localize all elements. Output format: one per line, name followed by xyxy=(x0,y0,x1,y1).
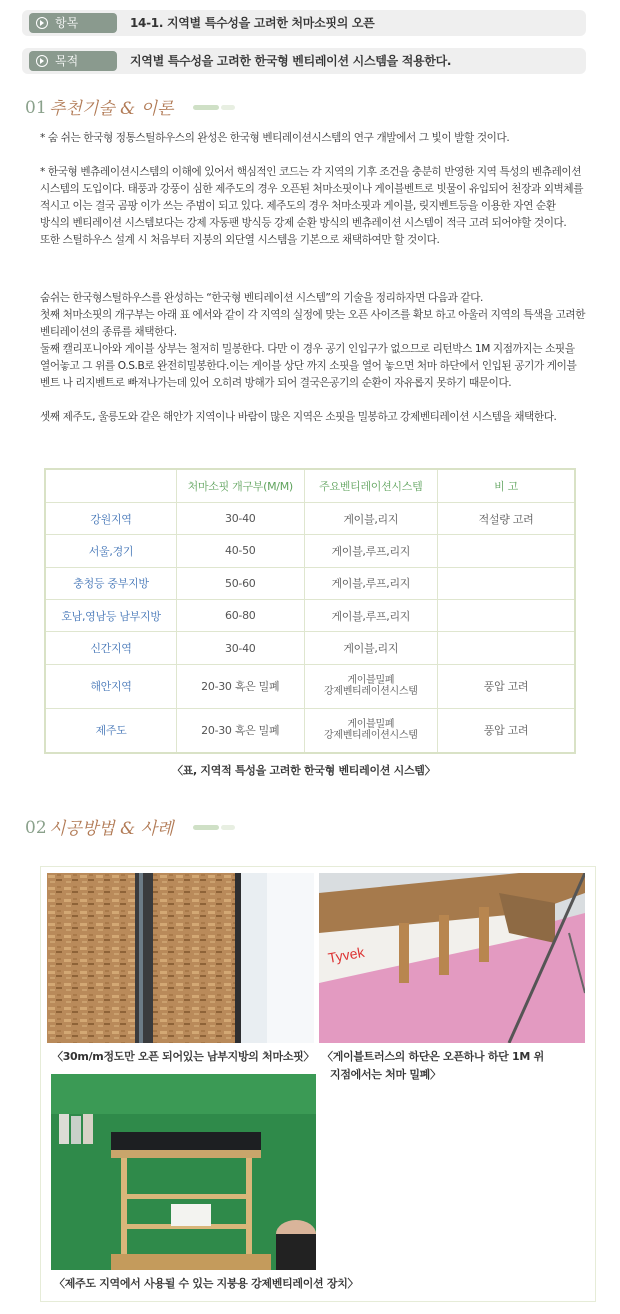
photo-wrap-text: Tyvek xyxy=(326,943,366,966)
play-circle-icon xyxy=(36,55,48,67)
section-deco-bar xyxy=(193,105,219,110)
photo-2-caption-line-2: 지점에서는 처마 밀폐〉 xyxy=(330,1068,441,1081)
section-2-heading xyxy=(25,814,265,840)
table-region-cell: 호남,영남등 남부지방 xyxy=(45,600,176,632)
table-system-cell xyxy=(304,708,437,753)
goal-label: 목적 xyxy=(55,54,79,68)
table-region-cell: 신간지역 xyxy=(45,632,176,664)
table-note-cell: 풍압 고려 xyxy=(438,708,575,753)
paragraph-3d: 셋째 제주도, 울릉도와 같은 해안가 지역이나 바람이 많은 지역은 소핏을 밀봉하고 강제벤티레이션 시스템을 채택한다. xyxy=(40,411,557,423)
photo-soffit-osb xyxy=(47,873,314,1043)
table-system-cell: 게이블,루프,리지 xyxy=(304,535,437,567)
table-size-cell: 20-30 혹은 밀폐 xyxy=(176,708,304,753)
item-label: 항목 xyxy=(55,16,79,30)
table-region-cell: 충청등 중부지방 xyxy=(45,567,176,599)
play-circle-icon xyxy=(36,17,48,29)
table-system-line: 게이블밀폐 xyxy=(347,675,395,687)
table-header-cell: 비 고 xyxy=(438,469,575,502)
table-row xyxy=(45,708,575,753)
table-system-line: 강제벤티레이션시스템 xyxy=(323,686,418,698)
table-note-cell xyxy=(438,567,575,599)
table-size-cell: 30-40 xyxy=(176,632,304,664)
table-header-cell: 주요벤티레이션시스템 xyxy=(304,469,437,502)
table-system-cell: 게이블,루프,리지 xyxy=(304,600,437,632)
table-header-row xyxy=(45,469,575,502)
table-note-cell xyxy=(438,600,575,632)
paragraph-1: * 숨 쉬는 한국형 정통스틸하우스의 완성은 한국형 벤티레이션시스템의 연구 개발에서 그 빛이 발할 것이다. xyxy=(40,132,510,144)
table-system-cell: 게이블,리지 xyxy=(304,632,437,664)
photo-1-caption: 〈30m/m정도만 오픈 되어있는 남부지방의 처마소핏〉 xyxy=(52,1050,315,1063)
photo-gable-truss xyxy=(319,873,585,1043)
table-row xyxy=(45,632,575,664)
table-region-cell: 해안지역 xyxy=(45,664,176,708)
section-2-number: 02 xyxy=(25,818,47,838)
table-size-cell: 20-30 혹은 밀폐 xyxy=(176,664,304,708)
photo-vent-device xyxy=(51,1074,316,1270)
table-row xyxy=(45,502,575,534)
table-size-cell: 40-50 xyxy=(176,535,304,567)
table-note-cell xyxy=(438,632,575,664)
item-text: 14-1. 지역별 특수성을 고려한 처마소핏의 오픈 xyxy=(130,16,375,30)
table-note-cell xyxy=(438,535,575,567)
table-caption: 〈표, 지역적 특성을 고려한 한국형 벤티레이션 시스템〉 xyxy=(172,764,436,777)
table-system-line: 게이블밀폐 xyxy=(347,719,395,731)
section-1-number: 01 xyxy=(25,98,47,118)
section-1-heading xyxy=(25,94,265,120)
section-deco-bar xyxy=(221,825,235,830)
photo-2-caption-line-1: 〈게이블트러스의 하단은 오픈하나 하단 1M 위 xyxy=(322,1050,544,1063)
paragraph-3a: 숨쉬는 한국형스틸하우스를 완성하는 “한국형 벤티레이션 시스템”의 기술을 정리하자면 다음과 같다. xyxy=(40,292,484,304)
photo-3-caption: 〈제주도 지역에서 사용될 수 있는 지붕용 강제벤티레이션 장치〉 xyxy=(54,1277,359,1290)
table-region-cell: 서울,경기 xyxy=(45,535,176,567)
table-system-cell: 게이블,루프,리지 xyxy=(304,567,437,599)
table-note-cell: 적설량 고려 xyxy=(438,502,575,534)
table-size-cell: 30-40 xyxy=(176,502,304,534)
paragraph-3c: 둘째 캘리포니아와 게이블 상부는 철저히 밀봉한다. 다만 이 경우 공기 인입구가 없으므로 리턴박스 1M 지점까지는 소핏을 열어놓고 그 위를 O.S.B로 완전히밀봉한다.이는 게이블 상단 까지 소핏을 열어 놓으면 처마 하단에서 인입된 공기가 게이블 벤트 나 리지벤트로 빠져나가는데 있어 오히려 방해가 되어 결국은공기의 순환이 자유롭지 못하기 때문이다. xyxy=(40,343,577,389)
table-row xyxy=(45,600,575,632)
section-1-title: 추천기술 & 이론 xyxy=(49,99,174,119)
ventilation-table xyxy=(44,468,576,754)
section-deco-bar xyxy=(221,105,235,110)
table-header-cell: 처마소핏 개구부(M/M) xyxy=(176,469,304,502)
table-header-cell xyxy=(45,469,176,502)
table-system-cell xyxy=(304,664,437,708)
section-2-title: 시공방법 & 사례 xyxy=(49,819,174,839)
item-row xyxy=(22,10,586,36)
goal-row xyxy=(22,48,586,74)
goal-badge xyxy=(29,51,117,71)
table-note-cell: 풍압 고려 xyxy=(438,664,575,708)
table-size-cell: 50-60 xyxy=(176,567,304,599)
table-row xyxy=(45,664,575,708)
table-region-cell: 제주도 xyxy=(45,708,176,753)
table-system-line: 강제벤티레이션시스템 xyxy=(323,730,418,742)
table-region-cell: 강원지역 xyxy=(45,502,176,534)
table-system-cell: 게이블,리지 xyxy=(304,502,437,534)
paragraph-3b: 첫째 처마소핏의 개구부는 아래 표 에서와 같이 각 지역의 실정에 맞는 오픈 사이즈를 확보 하고 아울러 지역의 특색을 고려한 벤티레이션의 종류를 채택한다. xyxy=(40,309,586,338)
item-badge xyxy=(29,13,117,33)
table-row xyxy=(45,535,575,567)
section-deco-bar xyxy=(193,825,219,830)
table-size-cell: 60-80 xyxy=(176,600,304,632)
paragraph-2: * 한국형 벤츄레이션시스템의 이해에 있어서 핵심적인 코드는 각 지역의 기후 조건을 충분히 반영한 지역 특성의 벤츄레이션 시스템의 도입이다. 태풍과 강풍이 심한 제주도의 경우 오픈된 처마소핏이나 게이블벤트로 빗물이 유입되어 천장과 외벽체를 적시고 이는 결국 곰팡 이가 쓰는 주범이 되고 있다. 제주도의 경우 처마소핏과 게이블, 릿지벤트등을 이용한 자연 순환 방식의 벤티레이션 시스템보다는 강제 자동팬 방식등 강제 순환 방식의 벤츄레이션 시스템이 적극 고려 되어야할 것이다. 또한 스틸하우스 설계 시 처음부터 지붕의 외단열 시스템을 기본으로 채택하여만 할 것이다. xyxy=(40,166,584,246)
goal-text: 지역별 특수성을 고려한 한국형 벤티레이션 시스템을 적용한다. xyxy=(130,54,452,68)
table-row xyxy=(45,567,575,599)
